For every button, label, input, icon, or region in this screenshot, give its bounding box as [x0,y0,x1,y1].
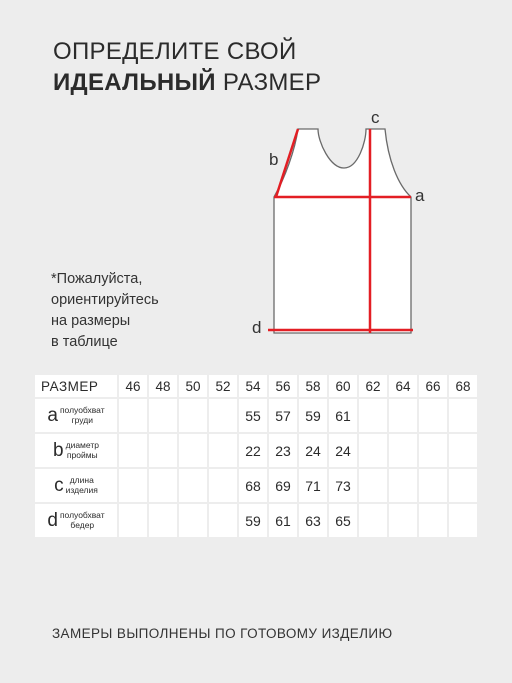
table-cell [449,399,477,432]
table-cell [149,504,177,537]
table-cell [359,504,387,537]
table-cell: 63 [299,504,327,537]
table-cell [119,504,147,537]
table-cell [389,399,417,432]
table-cell [419,469,447,502]
table-cell [419,399,447,432]
table-cell [419,434,447,467]
diagram-label-b: b [269,150,279,169]
table-cell: 24 [299,434,327,467]
table-cell: 65 [329,504,357,537]
table-cell [149,469,177,502]
table-row [35,469,477,502]
table-cell: 61 [269,504,297,537]
table-cell: 55 [239,399,267,432]
table-cell [449,504,477,537]
table-cell [209,469,237,502]
size-header-cell: 48 [149,375,177,397]
table-cell: 61 [329,399,357,432]
row-letter: c [54,474,64,496]
row-letter: a [47,404,58,426]
size-header-label: РАЗМЕР [35,375,117,397]
size-header-cell: 58 [299,375,327,397]
table-cell: 24 [329,434,357,467]
table-cell [209,399,237,432]
size-header-cell: 50 [179,375,207,397]
table-cell [449,434,477,467]
row-measure-text: полуобхват бедер [59,510,105,530]
table-cell [179,469,207,502]
table-cell [389,434,417,467]
table-cell [209,434,237,467]
diagram-label-c: c [371,108,380,127]
row-label [35,434,117,467]
table-cell: 69 [269,469,297,502]
size-table [33,373,479,539]
table-cell [419,504,447,537]
row-letter: d [47,509,58,531]
note-line: на размеры [51,313,131,329]
diagram-label-d: d [252,318,262,337]
table-row [35,434,477,467]
size-header-cell: 46 [119,375,147,397]
size-header-cell: 68 [449,375,477,397]
table-cell [119,434,147,467]
title-bold-word: ИДЕАЛЬНЫЙ [53,69,216,96]
size-header-cell: 54 [239,375,267,397]
table-row [35,504,477,537]
size-header-cell: 60 [329,375,357,397]
row-label [35,504,117,537]
tank-top-outline-icon [274,129,411,333]
table-cell [149,434,177,467]
title-line-1: ОПРЕДЕЛИТЕ СВОЙ [53,38,297,65]
table-cell [119,469,147,502]
table-row [35,399,477,432]
table-cell [179,399,207,432]
table-cell [149,399,177,432]
row-label [35,399,117,432]
note-line: ориентируйтесь [51,292,159,308]
table-cell: 73 [329,469,357,502]
table-cell [179,434,207,467]
note-line: *Пожалуйста, [51,271,143,287]
table-cell [389,504,417,537]
table-cell: 71 [299,469,327,502]
table-cell: 59 [299,399,327,432]
size-header-row [35,375,477,397]
note-line: в таблице [51,334,118,350]
row-measure-text: длина изделия [65,475,98,495]
row-letter: b [53,439,64,461]
size-header-cell: 56 [269,375,297,397]
table-cell [389,469,417,502]
table-cell [449,469,477,502]
size-header-cell: 66 [419,375,447,397]
table-cell [179,504,207,537]
table-cell: 22 [239,434,267,467]
table-cell [119,399,147,432]
size-header-cell: 64 [389,375,417,397]
table-cell [359,469,387,502]
table-cell: 57 [269,399,297,432]
size-header-cell: 52 [209,375,237,397]
table-cell [359,399,387,432]
diagram-label-a: a [415,186,425,205]
table-cell [209,504,237,537]
footer-note: ЗАМЕРЫ ВЫПОЛНЕНЫ ПО ГОТОВОМУ ИЗДЕЛИЮ [52,626,393,641]
row-label [35,469,117,502]
table-cell: 59 [239,504,267,537]
table-cell: 23 [269,434,297,467]
table-cell: 68 [239,469,267,502]
size-note [51,269,159,353]
row-measure-text: полуобхват груди [59,405,105,425]
title-rest-word: РАЗМЕР [222,69,322,96]
size-header-cell: 62 [359,375,387,397]
table-cell [359,434,387,467]
row-measure-text: диаметр проймы [65,440,99,460]
